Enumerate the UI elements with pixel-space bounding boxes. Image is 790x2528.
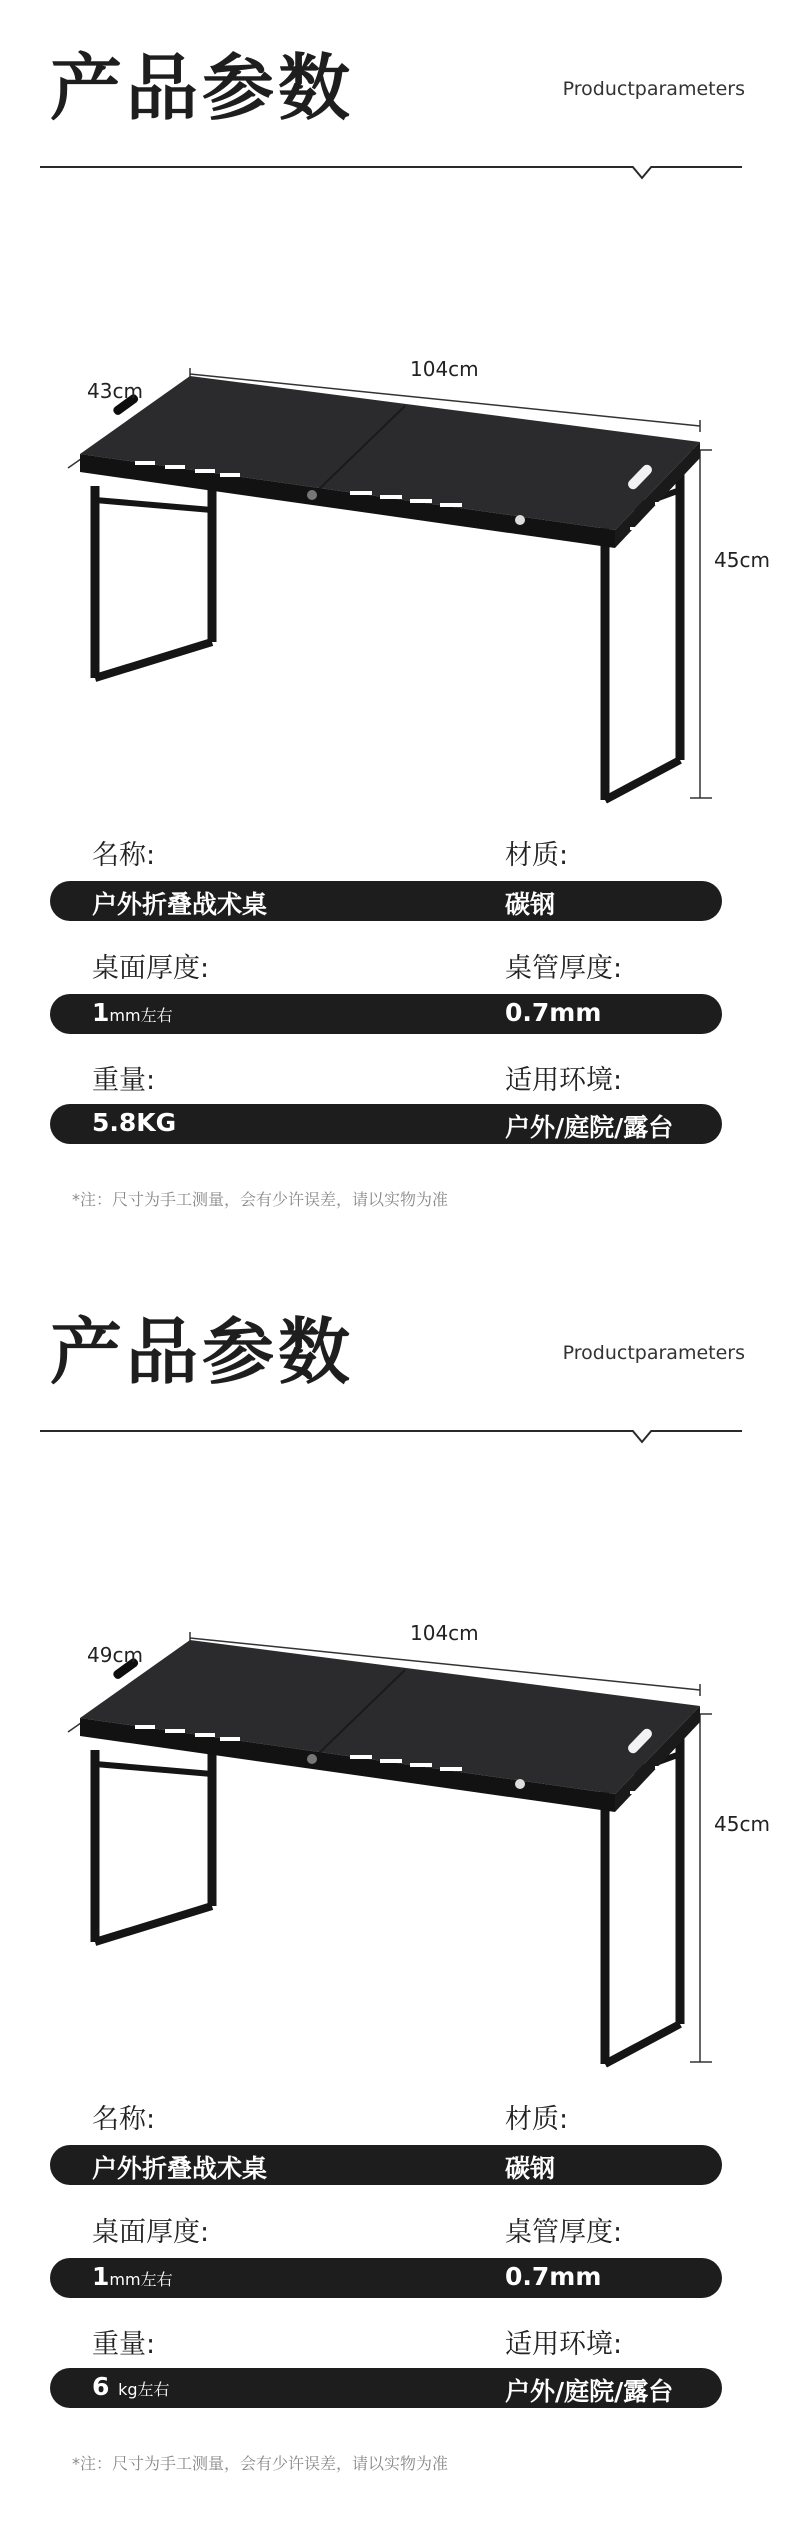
table-illustration xyxy=(40,1614,750,2084)
thickness-unit: mm左右 xyxy=(109,2270,173,2289)
weight-number: 6 xyxy=(92,2372,119,2401)
spec-bar xyxy=(50,2145,722,2185)
section-title: 产品参数 xyxy=(50,46,355,130)
name-label: 名称: xyxy=(92,2104,156,2135)
weight-value xyxy=(92,2372,170,2401)
thickness-label: 桌面厚度: xyxy=(92,953,210,984)
thickness-unit: mm左右 xyxy=(109,1006,173,1025)
spec-bar xyxy=(50,2258,722,2298)
weight-value xyxy=(92,1108,176,1137)
material-label: 材质: xyxy=(505,840,569,871)
name-label: 名称: xyxy=(92,840,156,871)
environment-label: 适用环境: xyxy=(505,1065,623,1096)
chevron-down-icon xyxy=(630,1430,654,1446)
tube-label: 桌管厚度: xyxy=(505,2217,623,2248)
weight-number: 5.8KG xyxy=(92,1108,177,1137)
material-label: 材质: xyxy=(505,2104,569,2135)
thickness-number: 1 xyxy=(92,998,110,1027)
environment-value: 户外/庭院/露台 xyxy=(505,1113,674,1142)
section-subtitle: Productparameters xyxy=(562,78,745,100)
name-value: 户外折叠战术桌 xyxy=(92,890,268,919)
measurement-note: *注：尺寸为手工测量，会有少许误差，请以实物为准 xyxy=(72,2454,449,2473)
tube-value: 0.7mm xyxy=(505,2262,602,2291)
spec-bar xyxy=(50,1104,722,1144)
spec-bar xyxy=(50,881,722,921)
height-dimension: 45cm xyxy=(714,548,770,572)
material-value: 碳钢 xyxy=(505,890,556,919)
spec-bar xyxy=(50,2368,722,2408)
length-dimension: 104cm xyxy=(410,357,479,381)
weight-unit: kg左右 xyxy=(118,2380,170,2399)
thickness-value xyxy=(92,998,173,1027)
environment-label: 适用环境: xyxy=(505,2329,623,2360)
environment-value: 户外/庭院/露台 xyxy=(505,2377,674,2406)
section-subtitle: Productparameters xyxy=(562,1342,745,1364)
chevron-down-icon xyxy=(630,166,654,182)
thickness-number: 1 xyxy=(92,2262,110,2291)
name-value: 户外折叠战术桌 xyxy=(92,2154,268,2183)
length-dimension: 104cm xyxy=(410,1621,479,1645)
table-illustration xyxy=(40,350,750,820)
section-title: 产品参数 xyxy=(50,1310,355,1394)
thickness-label: 桌面厚度: xyxy=(92,2217,210,2248)
weight-label: 重量: xyxy=(92,1065,156,1096)
thickness-value xyxy=(92,2262,173,2291)
spec-bar xyxy=(50,994,722,1034)
spec-section xyxy=(0,1264,790,2528)
width-dimension: 43cm xyxy=(87,379,143,403)
tube-value: 0.7mm xyxy=(505,998,602,1027)
tube-label: 桌管厚度: xyxy=(505,953,623,984)
measurement-note: *注：尺寸为手工测量，会有少许误差，请以实物为准 xyxy=(72,1190,449,1209)
height-dimension: 45cm xyxy=(714,1812,770,1836)
material-value: 碳钢 xyxy=(505,2154,556,2183)
weight-label: 重量: xyxy=(92,2329,156,2360)
width-dimension: 49cm xyxy=(87,1643,143,1667)
